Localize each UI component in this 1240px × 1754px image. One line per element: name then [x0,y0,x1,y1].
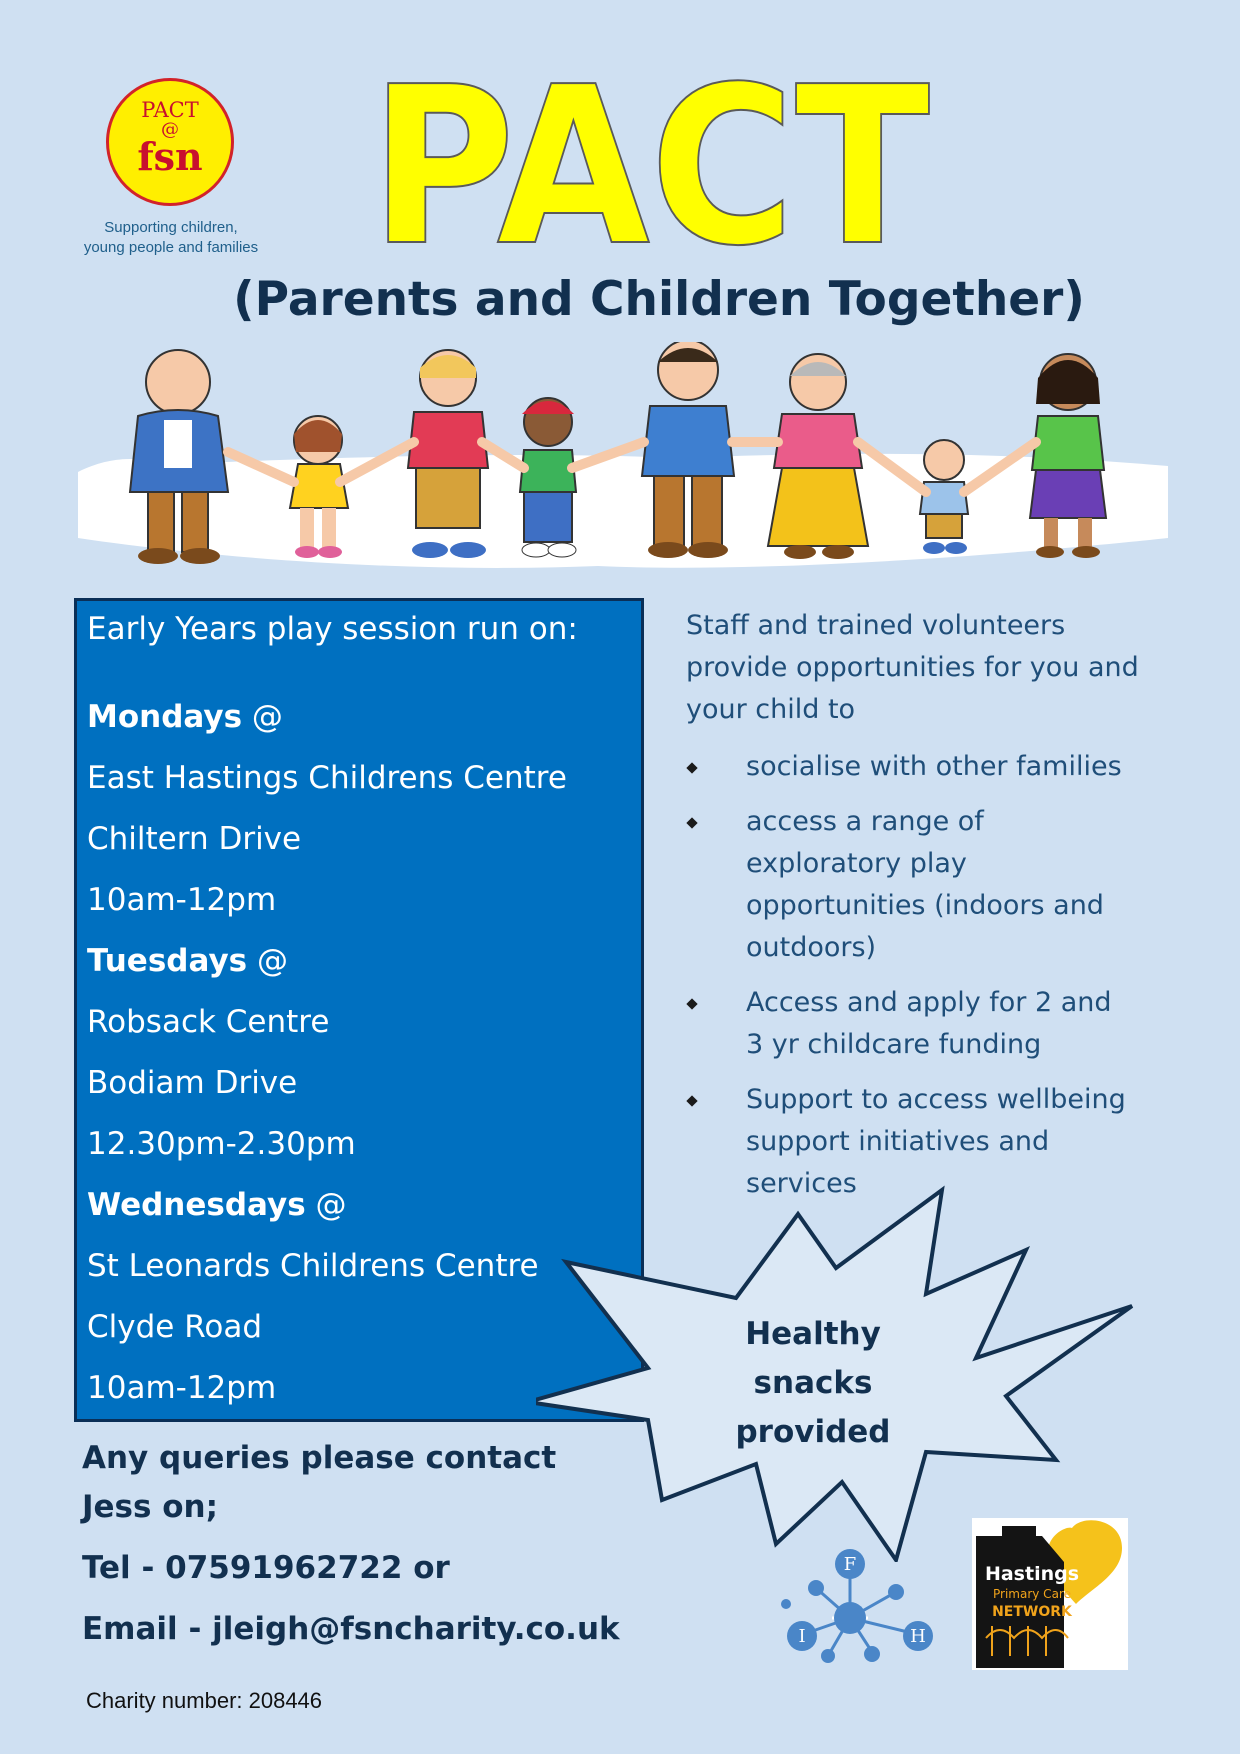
boy-figure [520,398,576,557]
contact-phone[interactable]: Tel - 07591962722 or [82,1550,450,1586]
wednesday-time: 10am-12pm [87,1370,277,1406]
diamond-bullet-icon [686,998,697,1009]
svg-text:Primary Care: Primary Care [993,1587,1071,1601]
wednesday-street: Clyde Road [87,1309,262,1345]
diamond-bullet-icon [686,1095,697,1106]
intro-text: Staff and trained volunteers provide opportunities for you and your child to [686,610,1139,725]
tuesday-time: 12.30pm-2.30pm [87,1126,356,1162]
tuesday-label: Tuesdays @ [87,943,288,979]
logo-fsn-text: fsn [137,134,203,179]
list-item: socialise with other families [686,746,1166,788]
wednesday-venue: St Leonards Childrens Centre [87,1248,539,1284]
svg-text:Hastings: Hastings [984,1563,1080,1585]
list-item: Support to access wellbeing support initiatives and services [686,1079,1166,1205]
contact-line-2: Jess on; [82,1489,219,1525]
charity-number: Charity number: 208446 [86,1688,323,1713]
hastings-pcn-logo [972,1518,1128,1670]
logo-at-text: @ [161,119,179,140]
healthy-snacks-text: Healthy snacks provided [735,1316,891,1450]
monday-street: Chiltern Drive [87,821,302,857]
monday-label: Mondays @ [87,699,283,735]
page-subtitle: (Parents and Children Together) [233,272,1085,327]
toddler-figure [920,440,968,554]
grandma-figure [768,354,868,559]
diamond-bullet-icon [686,817,697,828]
logo-pact-text: PACT [141,98,199,122]
svg-text:I: I [798,1626,806,1647]
svg-text:NETWORK: NETWORK [992,1604,1072,1620]
wednesday-label: Wednesdays @ [87,1187,347,1223]
mum-figure [408,350,488,558]
pact-fsn-logo [106,78,234,206]
pact-title-text: PACT [370,41,930,256]
monday-time: 10am-12pm [87,882,277,918]
schedule-heading: Early Years play session run on: [87,611,578,647]
pact-title [360,36,940,256]
benefits-list [686,746,1166,1218]
family-illustration [78,342,1168,578]
tuesday-venue: Robsack Centre [87,1004,330,1040]
contact-email[interactable]: Email - jleigh@fsncharity.co.uk [82,1611,620,1647]
diamond-bullet-icon [686,762,697,773]
list-item: access a range of exploratory play opportunities (indoors and outdoors) [686,801,1166,969]
svg-text:H: H [910,1626,926,1647]
logo-tagline: Supporting children, young people and families [83,219,259,256]
svg-text:F: F [843,1554,857,1575]
contact-line-1: Any queries please contact [82,1440,557,1476]
list-item: Access and apply for 2 and 3 yr childcare funding [686,982,1166,1066]
tuesday-street: Bodiam Drive [87,1065,298,1101]
ifh-logo [776,1538,946,1668]
monday-venue: East Hastings Childrens Centre [87,760,567,796]
